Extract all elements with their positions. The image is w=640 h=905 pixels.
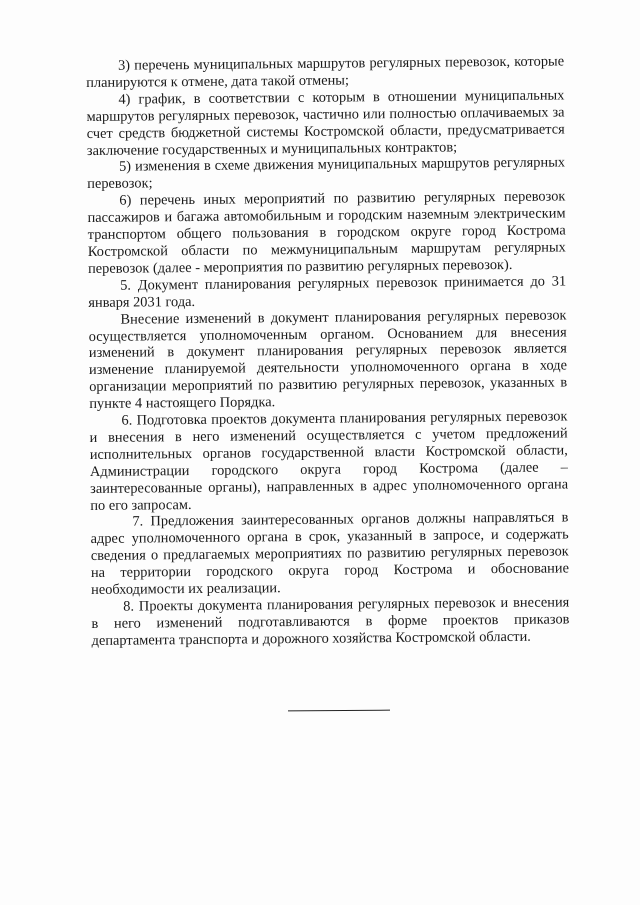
end-divider-line <box>288 710 390 712</box>
clause-7: 7. Предложения заинтересованных органов должны направляться в адрес уполномоченного органа в срок, указанный в запросе, и содержать сведения о предлагаемых мероприятиях по развитию регулярных перевозок на территории городского округа город Кострома и обоснование необходимости их реализации. <box>90 509 570 599</box>
clause-5: 5. Документ планирования регулярных перевозок принимается до 31 января 2031 года. <box>88 273 567 311</box>
clause-5-amendments: Внесение изменений в документ планирования регулярных перевозок осуществляется уполномоченным органом. Основанием для внесения изменений в документ планирования регулярных перевозок является изменение планируемой деятельности уполномоченного органа в ходе организации мероприятий по развитию регулярных перевозок, указанных в пункте 4 настоящего Порядка. <box>88 306 568 413</box>
clause-8: 8. Проекты документа планирования регулярных перевозок и внесения в него изменений подготавливаются в форме проектов приказов департамента транспорта и дорожного хозяйства Костромской области. <box>91 594 570 649</box>
list-item-3: 3) перечень муниципальных маршрутов регулярных перевозок, которые планируются к отмене, дата такой отмены; <box>86 53 565 91</box>
list-item-5: 5) изменения в схеме движения муниципальных маршрутов регулярных перевозок; <box>87 154 566 193</box>
list-item-6: 6) перечень иных мероприятий по развитию регулярных перевозок пассажиров и багажа автомобильным и городским наземным электрическим транспортом общего пользования в городском округе город Кострома Костромской области по межмуниципальным маршрутам регулярных перевозок (далее - мероприятия по развитию регулярных перевозок). <box>87 188 566 277</box>
document-body <box>86 53 570 649</box>
clause-6: 6. Подготовка проектов документа планирования регулярных перевозок и внесения в него изменений осуществляется с учетом предложений исполнительных органов государственной власти Костромской области, Администрации городского округа город Кострома (далее – заинтересованные органы), направленных в адрес уполномоченного органа по его запросам. <box>89 408 569 514</box>
list-item-4: 4) график, в соответствии с которым в отношении муниципальных маршрутов регулярных перевозок, частично или полностью оплачиваемых за счет средств бюджетной системы Костромской области, предусматривается заключение государственных и муниципальных контрактов; <box>86 87 565 159</box>
